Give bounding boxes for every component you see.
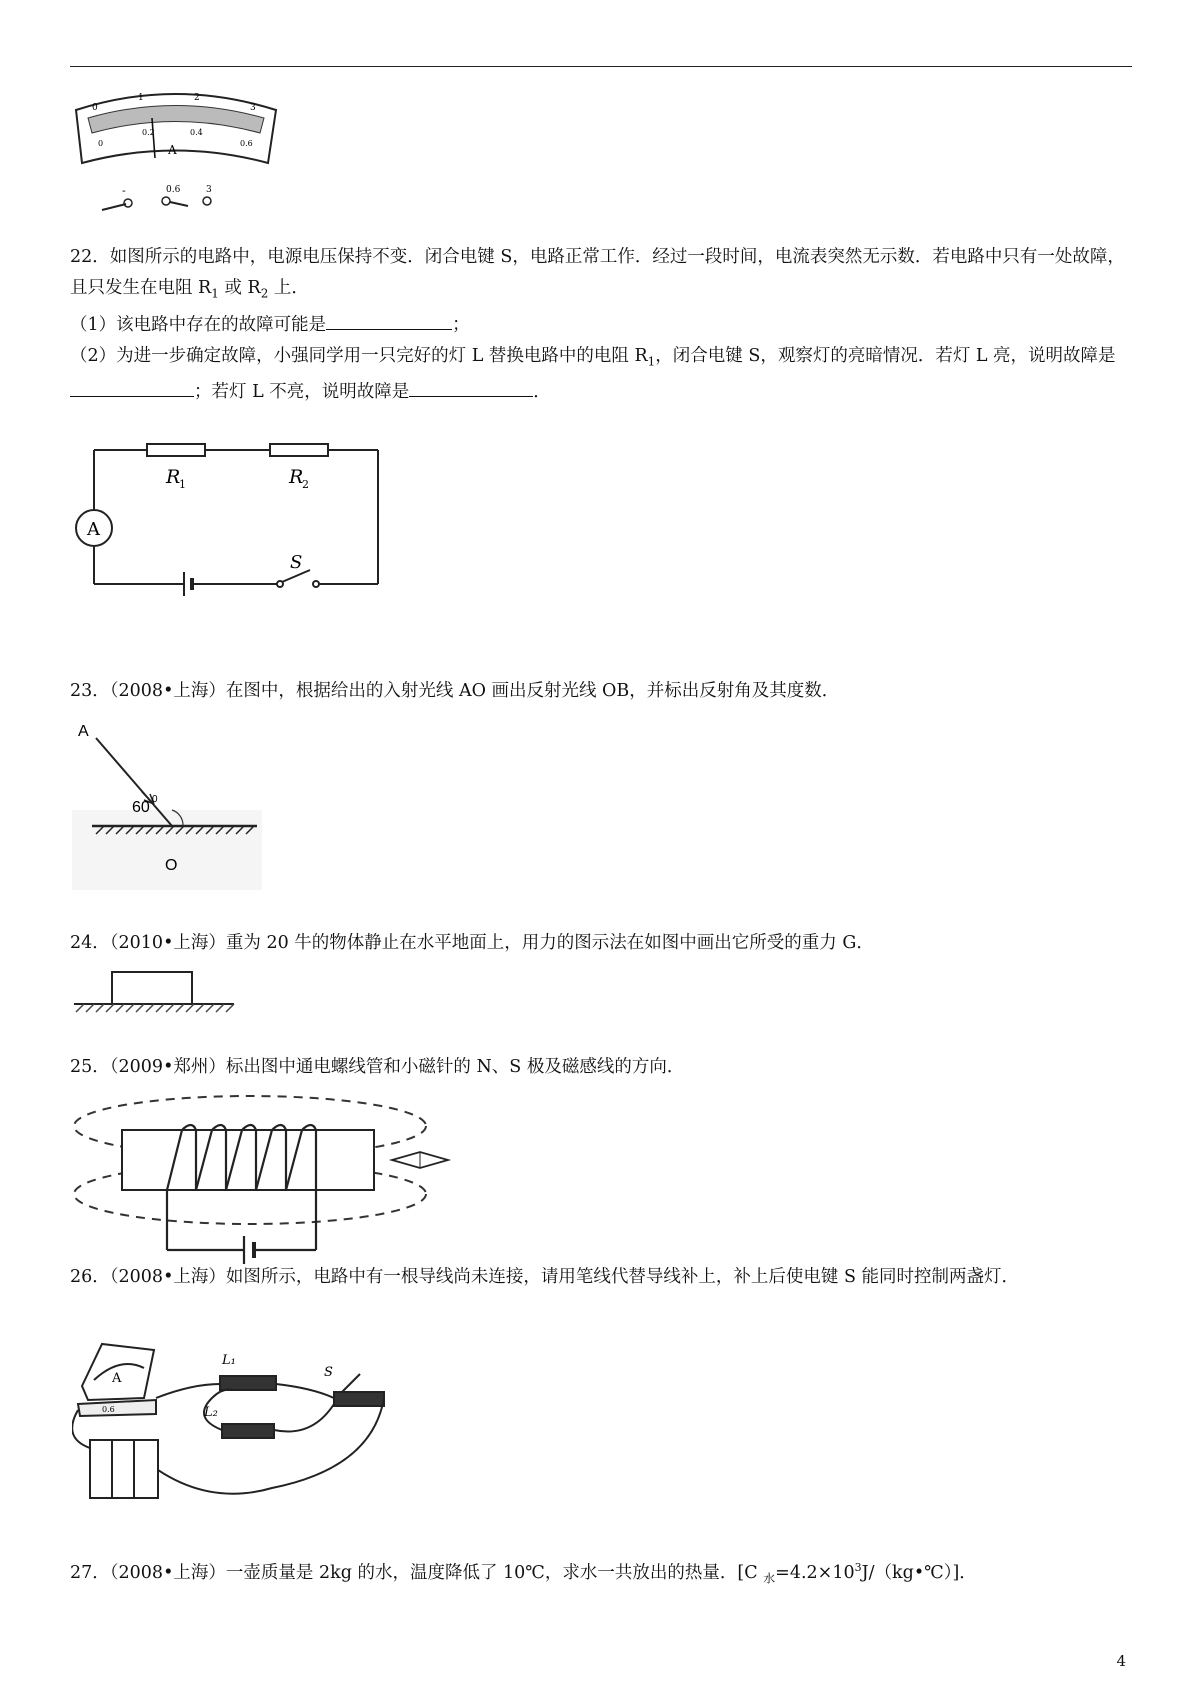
q22-sub2: 2 [260, 286, 269, 301]
q22-part2-text: （2）为进一步确定故障，小强同学用一只完好的灯 L 替换电路中的电阻 R [70, 345, 648, 366]
q22-answer-blank-1[interactable] [326, 329, 452, 330]
q25-solenoid-figure [72, 1090, 462, 1270]
question-22 [70, 242, 1132, 408]
angle-degree-label: 0 [152, 794, 158, 805]
l1-label: L₁ [222, 1353, 236, 1368]
meter-top-1: 1 [138, 93, 144, 103]
angle-label: 60 [132, 799, 150, 816]
meter-top-0: 0 [92, 103, 98, 113]
q24-block-figure [72, 968, 237, 1020]
terminal-3-label: 3 [206, 185, 212, 195]
q26-number: 26． [70, 1267, 110, 1287]
meter-bottom-3: 0.6 [240, 139, 253, 148]
meter-bottom-2: 0.4 [190, 128, 203, 137]
q22-part1-text: （1）该电路中存在的故障可能是 [70, 314, 327, 335]
q27-text-c: J/（kg•℃）]． [861, 1562, 977, 1583]
q22-text-a: 如图所示的电路中，电源电压保持不变．闭合电键 S，电路正常工作．经过一段时间，电流表突然无示数．若电路中只有一处故障，且只发生在电阻 R [70, 247, 1125, 298]
ammeter-label: A [87, 519, 100, 540]
meter-top-3: 3 [250, 103, 256, 113]
q22-part2-text-b: ，闭合电键 S，观察灯的亮暗情况．若灯 L 亮，说明故障是 [655, 345, 1116, 366]
q22-part2-end: ． [533, 382, 551, 402]
q22-text-c: 上． [268, 278, 309, 298]
meter-unit: A [168, 143, 177, 157]
meter-bottom-1: 0.2 [142, 128, 155, 137]
q22-text-b: 或 R [218, 278, 261, 298]
q25-text: （2009•郑州）标出图中通电螺线管和小磁针的 N、S 极及磁感线的方向． [109, 1057, 685, 1077]
q23-number: 23． [70, 681, 110, 701]
q25-number: 25． [70, 1057, 110, 1077]
meter-bottom-0: 0 [98, 139, 104, 148]
q22-sub1: 1 [211, 286, 219, 301]
meter-top-2: 2 [194, 93, 200, 103]
q22-part2-text-c: ；若灯 L 不亮，说明故障是 [194, 382, 410, 402]
q22-part2-sub: 1 [647, 354, 656, 368]
question-25 [70, 1052, 1132, 1083]
ammeter-figure [70, 88, 300, 220]
question-26 [70, 1262, 1132, 1293]
terminal-neg-label: - [122, 184, 126, 197]
q26-circuit-figure [72, 1338, 397, 1518]
q27-sub-water: 水 [763, 1571, 776, 1586]
ammeter-value-label: 0.6 [102, 1405, 115, 1414]
q23-text: （2008•上海）在图中，根据给出的入射光线 AO 画出反射光线 OB，并标出反射角及其度数． [109, 681, 840, 701]
header-rule [70, 66, 1132, 67]
point-o-label: O [165, 857, 178, 874]
q27-text-b: =4.2×10 [775, 1562, 855, 1583]
r2-label-sub: 2 [302, 478, 309, 491]
q27-number: 27． [70, 1562, 110, 1583]
switch-s-label: S [324, 1365, 333, 1380]
page-number: 4 [1116, 1652, 1126, 1670]
question-23 [70, 676, 1132, 707]
r1-label: R [166, 466, 181, 488]
question-27 [70, 1552, 1132, 1594]
ammeter-a-label: A [112, 1371, 122, 1386]
r2-label: R [289, 466, 304, 488]
q24-text: （2010•上海）重为 20 牛的物体静止在水平地面上，用力的图示法在如图中画出它所受的重力 G． [109, 933, 874, 953]
q23-reflection-figure [72, 720, 267, 890]
q22-answer-blank-3[interactable] [409, 396, 533, 397]
l2-label: L₂ [204, 1405, 218, 1420]
r1-label-sub: 1 [179, 478, 186, 491]
point-a-label: A [78, 723, 89, 740]
q22-circuit-figure [72, 438, 387, 598]
question-24 [70, 928, 1132, 959]
q22-number: 22． [70, 247, 110, 267]
q27-sup3: 3 [854, 1561, 862, 1574]
q22-answer-blank-2[interactable] [70, 396, 194, 397]
terminal-06-label: 0.6 [166, 185, 181, 195]
q24-number: 24． [70, 933, 110, 953]
q22-part1-end: ； [452, 314, 470, 335]
q26-text: （2008•上海）如图所示，电路中有一根导线尚未连接，请用笔线代替导线补上，补上后使电键 S 能同时控制两盏灯． [109, 1267, 1019, 1287]
switch-label: S [290, 552, 303, 573]
q27-text-a: （2008•上海）一壶质量是 2kg 的水，温度降低了 10℃，求水一共放出的热量．[C [109, 1562, 764, 1583]
